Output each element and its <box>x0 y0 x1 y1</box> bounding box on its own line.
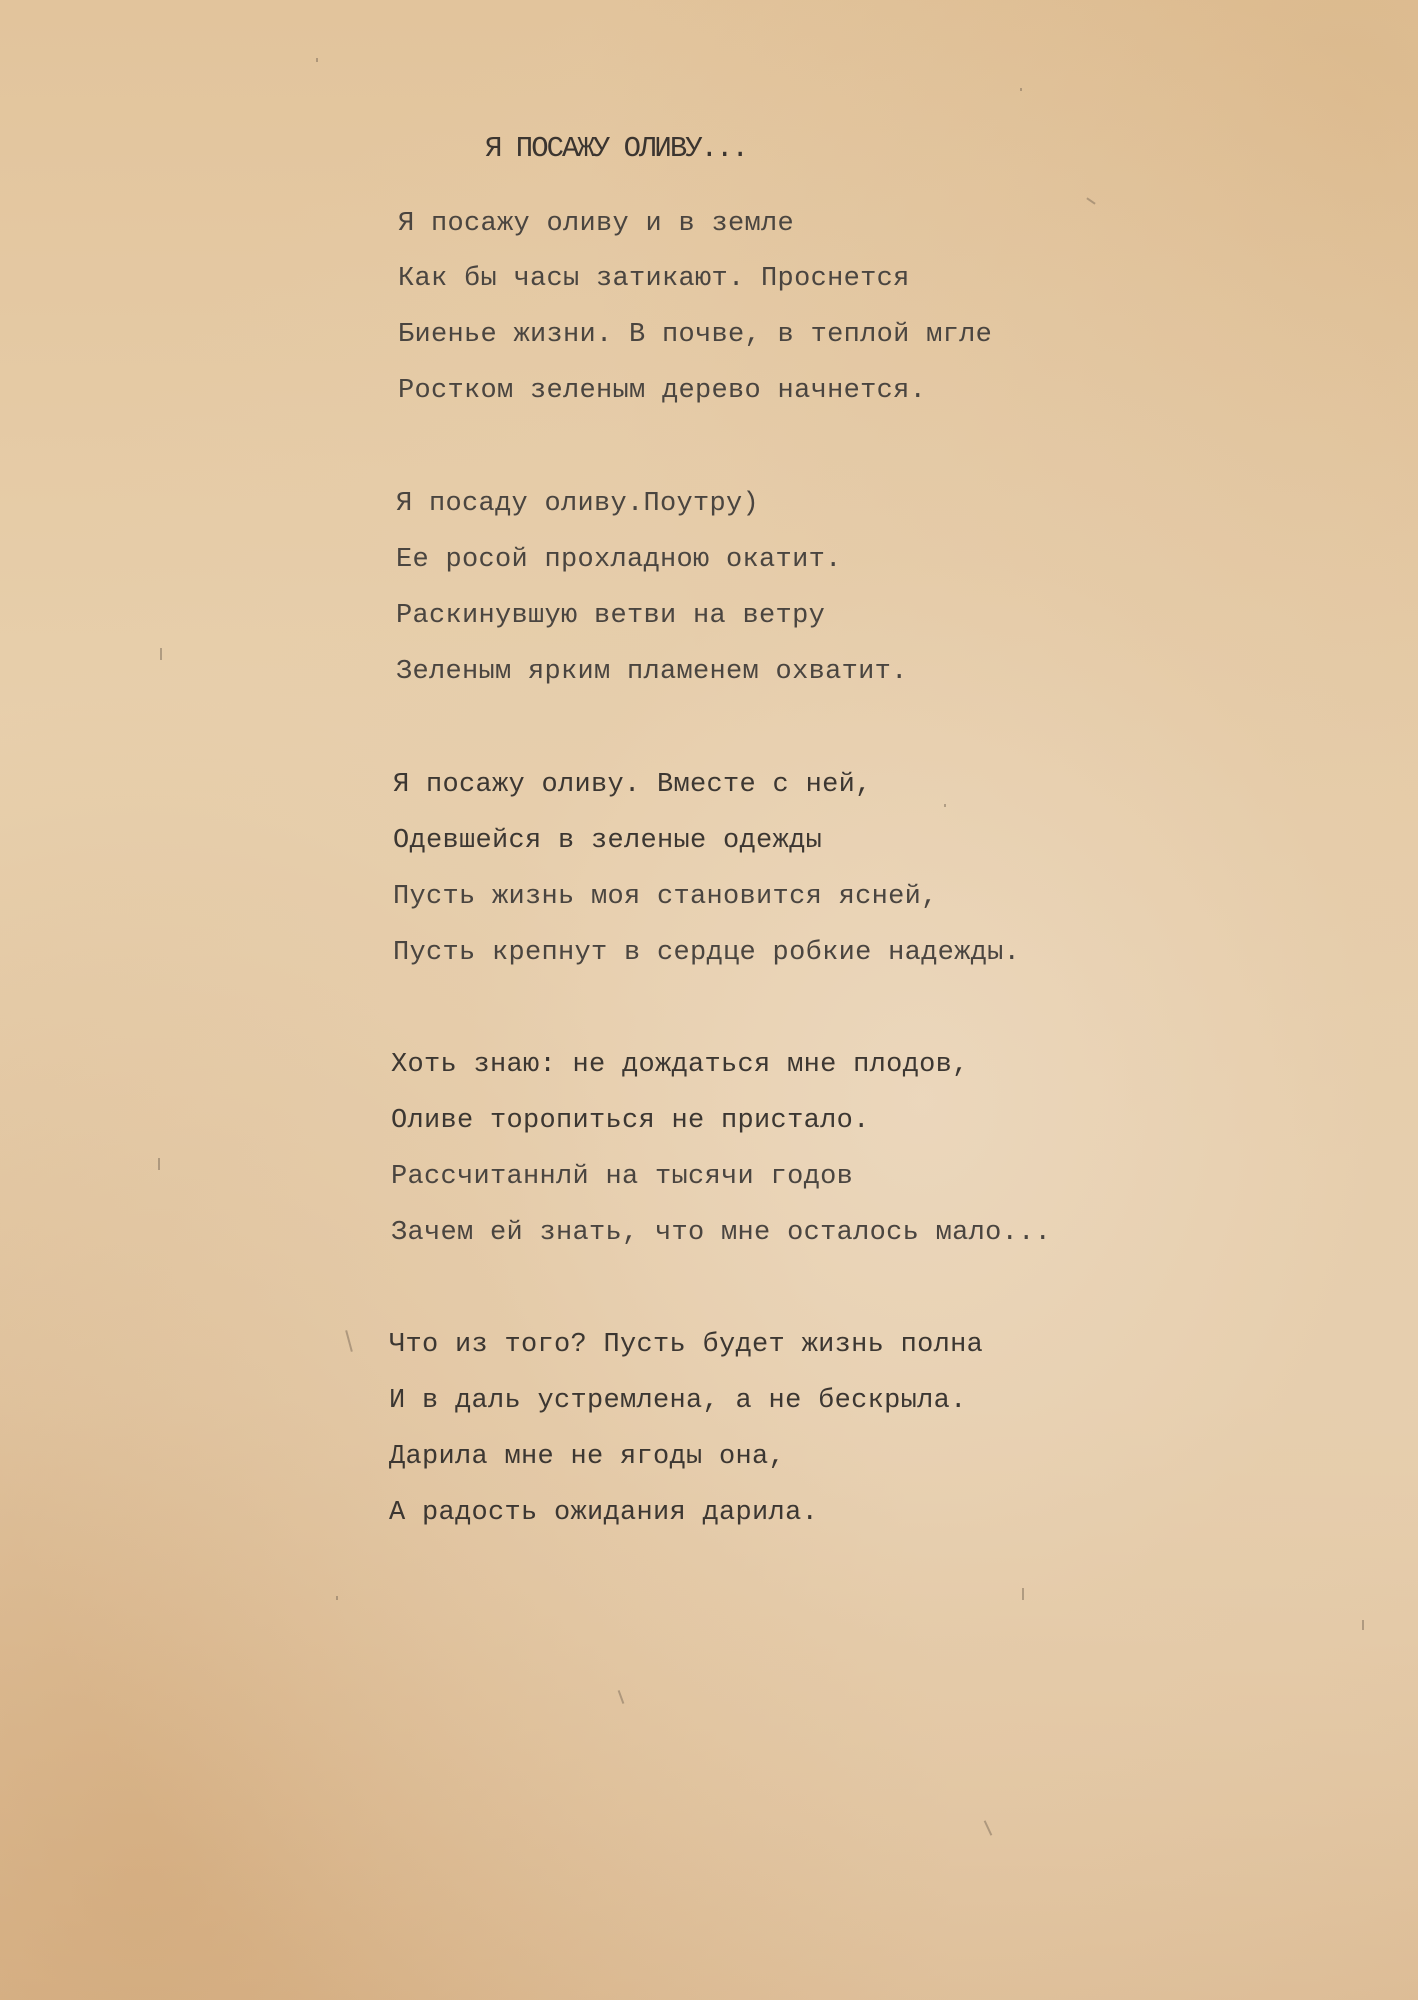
poem-line: Биенье жизни. В почве, в теплой мгле <box>398 320 993 350</box>
poem-title: Я ПОСАЖУ ОЛИВУ... <box>485 132 747 165</box>
paper-speck <box>160 648 162 660</box>
poem-line: Что из того? Пусть будет жизнь полна <box>389 1330 984 1360</box>
poem-line: Зачем ей знать, что мне осталось мало... <box>391 1218 1052 1248</box>
poem-line: Ее росой прохладною окатит. <box>396 545 842 575</box>
poem-line: Дарила мне не ягоды она, <box>389 1442 786 1472</box>
paper-speck <box>944 804 946 807</box>
poem-line: Хоть знаю: не дождаться мне плодов, <box>391 1050 969 1080</box>
paper-speck <box>1020 88 1022 91</box>
poem-line: Одевшейся в зеленые одежды <box>393 826 823 856</box>
poem-line: А радость ожидания дарила. <box>389 1498 819 1528</box>
paper-speck <box>336 1596 338 1600</box>
poem-line: Я посажу оливу. Вместе с ней, <box>393 770 872 800</box>
poem-line: И в даль устремлена, а не бескрыла. <box>389 1386 967 1416</box>
paper-speck <box>1022 1588 1024 1600</box>
paper-speck <box>1362 1620 1364 1630</box>
poem-line: Пусть крепнут в сердце робкие надежды. <box>393 938 1021 968</box>
poem-line: Оливе торопиться не пристало. <box>391 1106 870 1136</box>
poem-line: Я посаду оливу.Поутру) <box>396 489 760 519</box>
paper-speck <box>158 1158 160 1170</box>
paper-speck <box>316 58 318 62</box>
poem-line: Ростком зеленым дерево начнется. <box>398 376 927 406</box>
poem-line: Рассчитаннлй на тысячи годов <box>391 1162 854 1192</box>
poem-line: Зеленым ярким пламенем охватит. <box>396 657 908 687</box>
poem-line: Раскинувшую ветви на ветру <box>396 601 826 631</box>
poem-line: Я посажу оливу и в земле <box>398 209 795 239</box>
poem-line: Как бы часы затикают. Проснется <box>398 264 910 294</box>
poem-line: Пусть жизнь моя становится ясней, <box>393 882 938 912</box>
